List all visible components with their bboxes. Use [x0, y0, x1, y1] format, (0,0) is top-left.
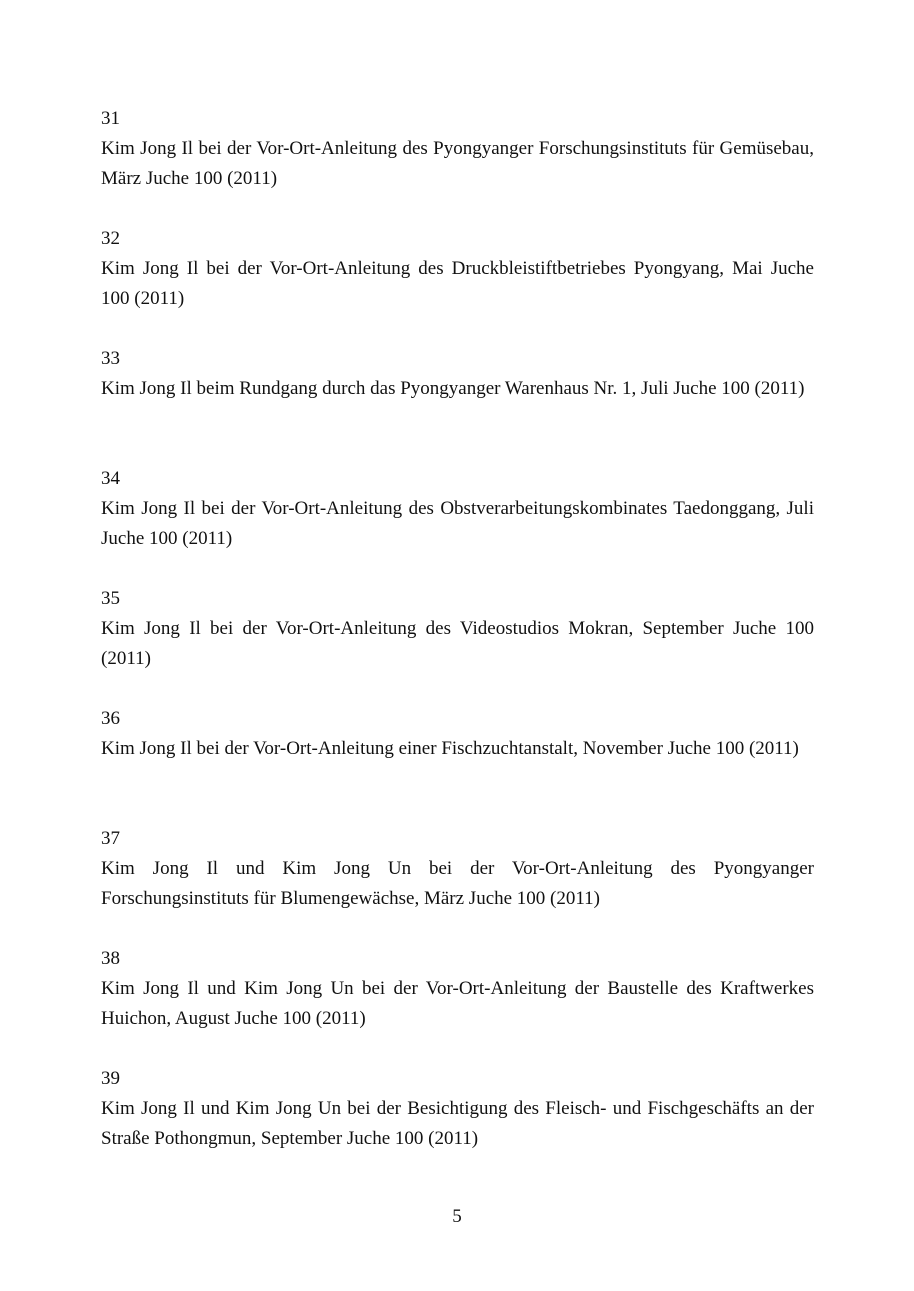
entry-caption: Kim Jong Il beim Rundgang durch das Pyongyanger Warenhaus Nr. 1, Juli Juche 100 (2011) [101, 378, 805, 399]
page-number: 5 [452, 1206, 462, 1227]
list-item [101, 224, 814, 344]
entry-number: 37 [101, 828, 120, 849]
document-body [101, 104, 814, 1184]
entry-number: 31 [101, 108, 120, 129]
list-item [101, 104, 814, 224]
list-item [101, 584, 814, 704]
entry-caption: Kim Jong Il bei der Vor-Ort-Anleitung des Druckbleistiftbetriebes Pyongyang, Mai Juche 100 (2011) [101, 258, 814, 309]
entry-number: 34 [101, 468, 120, 489]
entry-caption: Kim Jong Il und Kim Jong Un bei der Vor-Ort-Anleitung der Baustelle des Kraftwerkes Huichon, August Juche 100 (2011) [101, 978, 814, 1029]
list-item [101, 1064, 814, 1184]
list-item [101, 344, 814, 464]
entry-caption: Kim Jong Il bei der Vor-Ort-Anleitung des Videostudios Mokran, September Juche 100 (2011) [101, 618, 814, 669]
list-item [101, 464, 814, 584]
entry-number: 38 [101, 948, 120, 969]
list-item [101, 824, 814, 944]
entry-caption: Kim Jong Il bei der Vor-Ort-Anleitung des Pyongyanger Forschungsinstituts für Gemüsebau, März Juche 100 (2011) [101, 138, 814, 189]
entry-number: 35 [101, 588, 120, 609]
entry-caption: Kim Jong Il bei der Vor-Ort-Anleitung einer Fischzuchtanstalt, November Juche 100 (2011) [101, 738, 799, 759]
entry-caption: Kim Jong Il und Kim Jong Un bei der Besichtigung des Fleisch- und Fischgeschäfts an der Straße Pothongmun, September Juche 100 (2011) [101, 1098, 814, 1149]
list-item [101, 944, 814, 1064]
entry-caption: Kim Jong Il und Kim Jong Un bei der Vor-Ort-Anleitung des Pyongyanger Forschungsinstituts für Blumengewächse, März Juche 100 (2011) [101, 858, 814, 909]
entry-number: 36 [101, 708, 120, 729]
entry-number: 32 [101, 228, 120, 249]
entry-caption: Kim Jong Il bei der Vor-Ort-Anleitung des Obstverarbeitungskombinates Taedonggang, Juli Juche 100 (2011) [101, 498, 814, 549]
list-item [101, 704, 814, 824]
entry-number: 39 [101, 1068, 120, 1089]
entry-number: 33 [101, 348, 120, 369]
